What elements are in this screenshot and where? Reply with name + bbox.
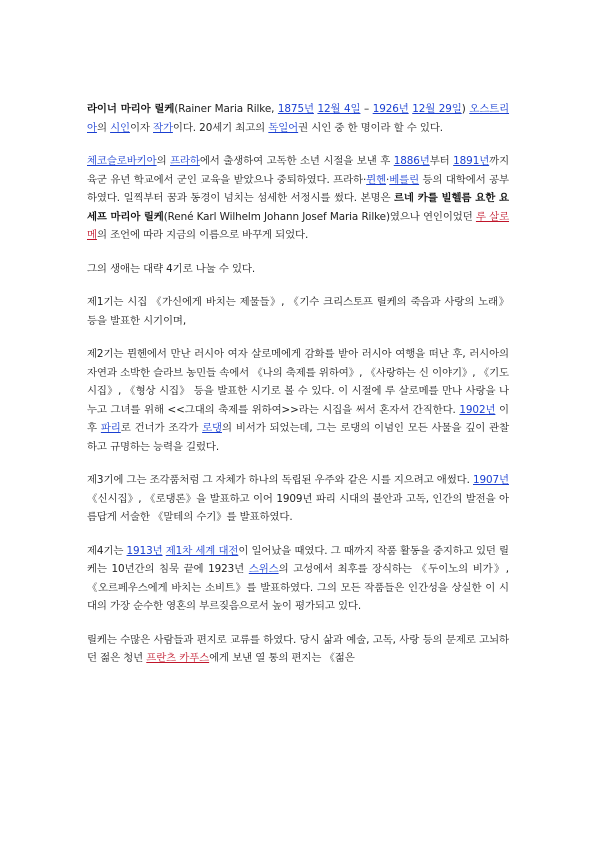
- text-run: 릴케는 수많은 사람들과 편지로 교류를 하였다. 당시 삶과 예술, 고독, 사랑 등의 문제로 고뇌하던 젊은 청년: [87, 633, 509, 664]
- article-link[interactable]: 1891년: [453, 155, 490, 167]
- article-link[interactable]: 제1차 세계 대전: [165, 544, 239, 557]
- article-link[interactable]: 1875년: [277, 103, 314, 115]
- bold-name: 라이너 마리아 릴케: [87, 103, 175, 115]
- paragraph-periods: [87, 260, 509, 279]
- text-run: 의 고성에서 최후를 장식하는 《두이노의 비가》, 《오르페우스에게 바치는 소비트》를 발표하였다. 그의 모든 작품들은 인간성을 상실한 이 시대의 가장 순수한 영혼의 부르짖음으로서 높이 평가되고 있다.: [87, 563, 510, 612]
- bold-name: 르네 카를 빌헬름 요한 요세프 마리아 릴케: [87, 192, 509, 223]
- text-run: –: [360, 103, 373, 115]
- text-run: 에서 출생하여 고독한 소년 시절을 보낸 후: [199, 155, 394, 167]
- article-link[interactable]: 1907년: [473, 474, 509, 486]
- text-run: 의 비서가 되었는데, 그는 로댕의 이념인 모든 사물을 깊이 관찰하고 규명하는 능력을 길렀다.: [87, 422, 509, 453]
- article-link[interactable]: 1926년: [372, 103, 409, 115]
- paragraph-early-life: [87, 152, 509, 245]
- article-link[interactable]: 1913년: [126, 544, 163, 557]
- article-body: [87, 100, 509, 683]
- article-link[interactable]: 1902년: [459, 403, 496, 416]
- article-link[interactable]: 스위스: [248, 563, 279, 575]
- article-link[interactable]: 12월 29일: [412, 103, 462, 115]
- article-link[interactable]: 루 살로메: [87, 210, 510, 241]
- text-run: 제2기는 뮌헨에서 만난 러시아 여자 살로메에게 감화를 받아 러시아 여행을 떠난 후, 러시아의 자연과 소박한 슬라브 농민들 속에서 《나의 축제를 위하여》, 《사랑하는 신 이야기》, 《기도 시집》, 《형상 시집》 등을 발표한 시기로 볼 수 있다. 이 시절에 루 살로메를 만나 사랑을 나누고 그녀를 위해 <<그대의 축제를 위하여>>라는 시집을 써서 혼자서 간직한다.: [87, 348, 509, 416]
- text-run: 이 일어났을 때였다. 그 때까지 작품 활동을 중지하고 있던 릴케는 10년간의 침묵 끝에 1923년: [87, 544, 509, 575]
- text-run: 의: [96, 121, 111, 134]
- article-link[interactable]: 로댕: [202, 422, 222, 434]
- article-link[interactable]: 1886년: [393, 155, 430, 167]
- text-run: ·: [386, 173, 390, 186]
- text-run: 에게 보낸 열 통의 편지는 《젊은: [209, 652, 355, 664]
- text-run: ): [461, 103, 470, 115]
- article-link[interactable]: 프란츠 카푸스: [146, 652, 210, 664]
- paragraph-period-1: [87, 293, 509, 330]
- text-run: 이후: [87, 403, 509, 434]
- text-run: 《신시집》, 《로댕론》을 발표하고 이어 1909년 파리 시대의 불안과 고독, 인간의 발전을 아름답게 서술한 《말테의 수기》를 발표하였다.: [87, 492, 509, 523]
- text-run: 이다. 20세기 최고의: [172, 121, 269, 134]
- text-run: 부터: [429, 155, 454, 167]
- text-run: (Rainer Maria Rilke,: [174, 103, 278, 115]
- article-link[interactable]: 베를린: [389, 173, 420, 186]
- paragraph-intro: [87, 100, 509, 137]
- text-run: (René Karl Wilhelm Johann Josef Maria Rilke)였으나 연인이었던: [163, 210, 476, 223]
- paragraph-period-4: [87, 542, 509, 616]
- paragraph-period-2: [87, 345, 509, 456]
- article-link[interactable]: 오스트리아: [87, 103, 510, 134]
- article-link[interactable]: 뮌헨: [366, 173, 387, 186]
- text-run: 권 시인 중 한 명이라 할 수 있다.: [298, 121, 443, 134]
- paragraph-period-3: [87, 471, 509, 527]
- article-link[interactable]: 시인: [110, 121, 130, 134]
- text-run: 까지 육군 유년 학교에서 군인 교육을 받았으나 중퇴하였다. 프라하·: [87, 155, 510, 186]
- article-link[interactable]: 파리: [100, 422, 121, 434]
- text-run: 등의 대학에서 공부하였다. 일찍부터 꿈과 동경이 넘치는 섬세한 서정시를 썼다. 본명은: [87, 173, 509, 204]
- text-run: 의 조언에 따라 지금의 이름으로 바꾸게 되었다.: [96, 229, 309, 241]
- article-link[interactable]: 체코슬로바키아: [87, 155, 157, 167]
- text-run: 그의 생애는 대략 4기로 나눌 수 있다.: [87, 262, 256, 275]
- article-link[interactable]: 12월 4일: [317, 103, 361, 115]
- text-run: 제3기에 그는 조각품처럼 그 자체가 하나의 독립된 우주와 같은 시를 지으려고 애썼다.: [87, 474, 474, 486]
- text-run: 제1기는 시집 《가신에게 바치는 제물들》, 《기수 크리스토프 릴케의 죽음과 사랑의 노래》 등을 발표한 시기이며,: [87, 296, 509, 327]
- article-link[interactable]: 프라하: [170, 155, 200, 167]
- article-link[interactable]: 독일어: [268, 121, 299, 134]
- paragraph-letters: [87, 631, 509, 668]
- text-run: 이자: [129, 121, 154, 134]
- text-run: 의: [156, 155, 171, 167]
- text-run: 제4기는: [87, 544, 127, 557]
- article-link[interactable]: 작가: [153, 121, 173, 134]
- text-run: 로 건너가 조각가: [120, 422, 203, 434]
